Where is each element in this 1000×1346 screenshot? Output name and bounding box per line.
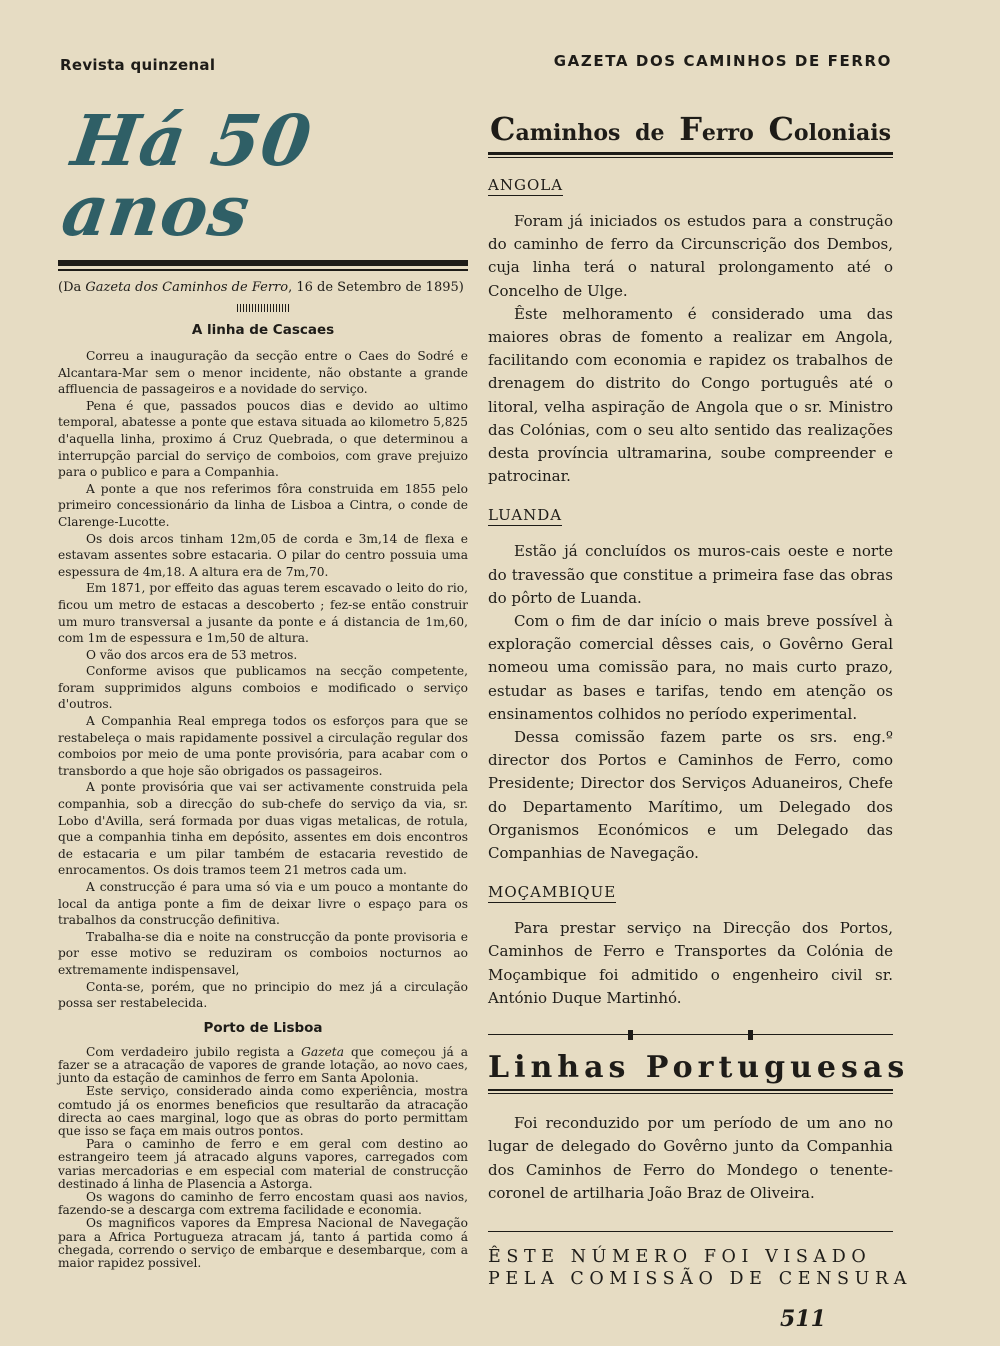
censorship-rule [488, 1231, 893, 1232]
article-paragraph: Com verdadeiro jubilo regista a Gazeta que começou já a fazer se a atracação de vapores de grande lotação, ao novo caes, junto da estação de caminhos de ferro em Santa Apolonia. [58, 1044, 468, 1086]
header-periodicity: Revista quinzenal [60, 56, 216, 74]
title-word: Caminhos [490, 110, 621, 148]
masthead-ha-50-anos: Há 50 anos [57, 99, 317, 252]
section-title-linha-cascaes: A linha de Cascaes [191, 322, 335, 338]
title-rule-thin [488, 1093, 893, 1094]
article-paragraph: Conta-se, porém, que no principio do mez já a circulação possa ser restabelecida. [58, 979, 468, 1011]
censorship-line: PELA COMISSÃO DE CENSURA [488, 1268, 912, 1289]
section-body-porto-lisboa [58, 1046, 468, 1270]
article-paragraph: Os dois arcos tinham 12m,05 de corda e 3m,14 de flexa e estavam assentes sobre estacaria. O pilar do centro possuia uma espessura de 4m,18. A altura era de 7m,70. [58, 531, 468, 579]
article-paragraph: Correu a inauguração da secção entre o Caes do Sodré e Alcantara-Mar sem o menor incidente, não obstante a grande affluencia de passageiros e a novidade do serviço. [58, 349, 468, 397]
article-paragraph: A ponte a que nos referimos fôra construida em 1855 pelo primeiro concessionário da linha de Lisboa a Cintra, o conde de Clarenge-Lucotte. [58, 481, 468, 529]
article-paragraph: A construcção é para uma só via e um pouco a montante do local da antiga ponte a fim de deixar livre o espaço para os trabalhos da construcção definitiva. [58, 880, 468, 928]
article-paragraph: A ponte provisória que vai ser activamente construida pela companhia, sob a direcção do sub-chefe do serviço da via, sr. Lobo d'Avilla, será formada por duas vigas metalicas, de rotula, que a companhia tinha em depósito, assentes em dois encontros de estacaria e um pilar também de estacaria revestido de enrocamentos. Os dois tramos teem 21 metros cada um. [58, 780, 468, 878]
article-paragraph: Estão já concluídos os muros-cais oeste e norte do travessão que constitue a primeira fase das obras do pôrto de Luanda. [488, 542, 893, 607]
article-paragraph: A Companhia Real emprega todos os esforços para que se restabeleça o mais rapidamente possivel a circulação regular dos comboios por meio de uma ponte provisória, para acabar com o transbordo a que hoje são obrigados os passageiros. [58, 714, 468, 778]
subheading-luanda: LUANDA [488, 506, 563, 525]
section-title-linhas-portuguesas: Linhas Portuguesas [488, 1050, 910, 1086]
article-paragraph: Em 1871, por effeito das aguas terem escavado o leito do rio, ficou um metro de estacas a descoberto ; fez-se então construir um muro transversal a jusante da ponte e á distancia de 1m,60, com 1m de espessura e 1m,50 de altura. [58, 581, 468, 646]
right-column [488, 110, 912, 1290]
article-paragraph: Dessa comissão fazem parte os srs. eng.º director dos Portos e Caminhos de Ferro, como Presidente; Director dos Serviços Aduaneiros, Chefe do Departamento Marítimo, um Delegado dos Organismos Económicos e um Delegado das Companhias de Navegação. [488, 728, 893, 863]
title-rule [488, 152, 893, 155]
censorship-line: ÊSTE NÚMERO FOI VISADO [488, 1246, 872, 1267]
censorship-notice [488, 1246, 912, 1290]
page-number: 511 [780, 1306, 826, 1332]
article-paragraph: Os magnificos vapores da Empresa Nacional de Navegação para a Africa Portugueza atracam já, tanto á partida como á chegada, correndo o serviço de embarque e desembarque, com a maior rapidez possivel. [58, 1216, 468, 1270]
header-publication-title: GAZETA DOS CAMINHOS DE FERRO [553, 52, 892, 70]
article-paragraph: Foi reconduzido por um período de um ano no lugar de delegado do Govêrno junto da Companhia dos Caminhos de Ferro do Mondego o tenente-coronel de artilharia João Braz de Oliveira. [488, 1114, 893, 1202]
article-paragraph: Trabalha-se dia e noite na construcção da ponte provisoria e por esse motivo se reduziram os comboios nocturnos ao extremamente indispensavel, [58, 929, 468, 977]
section-title-porto-lisboa: Porto de Lisboa [203, 1019, 323, 1036]
article-paragraph: Foram já iniciados os estudos para a construção do caminho de ferro da Circunscrição dos Dembos, cuja linha terá o natural prolongamento até o Concelho de Ulge. [488, 212, 893, 300]
section-title-caminhos-ferro-coloniais [488, 110, 893, 148]
article-paragraph: Êste melhoramento é considerado uma das maiores obras de fomento a realizar em Angola, facilitando com economia e rapidez os trabalhos de drenagem do distrito do Congo português até o litoral, velha aspiração de Angola que o sr. Ministro das Colónias, com o seu alto sentido das realizações desta província ultramarina, soube compreender e patrocinar. [488, 304, 893, 486]
left-column [58, 100, 468, 1270]
source-gazette-title: Gazeta dos Caminhos de Ferro [85, 280, 289, 295]
article-paragraph: Para prestar serviço na Direcção dos Portos, Caminhos de Ferro e Transportes da Colónia de Moçambique foi admitido o engenheiro civil sr. António Duque Martinhó. [488, 919, 893, 1007]
article-paragraph: Para o caminho de ferro e em geral com destino ao estrangeiro teem já atracado alguns vapores, carregados com varias mercadorias e em especial com material de construcção destinado á linha de Plasencia a Astorga. [58, 1137, 468, 1191]
masthead-rule [58, 260, 468, 266]
masthead-rule-thin [58, 269, 468, 271]
title-word: Ferro [679, 110, 754, 148]
title-word: de [635, 120, 665, 146]
article-paragraph: O vão dos arcos era de 53 metros. [86, 647, 298, 662]
subheading-angola: ANGOLA [488, 176, 564, 194]
section-divider [488, 1030, 893, 1040]
section-body-linha-cascaes [58, 348, 468, 1012]
article-paragraph: Este serviço, considerado ainda como experiência, mostra comtudo já os enormes beneficios que resultarão da atracação directa ao caes marginal, logo que as obras do porto permittam que isso se faça em mais outros pontos. [58, 1084, 468, 1138]
source-citation: (Da Gazeta dos Caminhos de Ferro, 16 de Setembro de 1895) [58, 280, 464, 295]
title-rule [488, 1089, 893, 1091]
title-rule-thin [488, 157, 893, 158]
article-paragraph: Os wagons do caminho de ferro encostam quasi aos navios, fazendo-se a descarga com extrema facilidade e economia. [58, 1189, 468, 1218]
article-paragraph: Conforme avisos que publicamos na secção competente, foram supprimidos alguns comboios e modificado o serviço d'outros. [58, 664, 468, 712]
ornament [237, 304, 289, 312]
title-word: Coloniais [768, 110, 891, 148]
article-paragraph: Pena é que, passados poucos dias e devido ao ultimo temporal, abatesse a ponte que estava situada ao kilometro 5,825 d'aquella linha, proximo á Cruz Quebrada, o que determinou a interrupção parcial do serviço de comboios, com grave prejuizo para o publico e para a Companhia. [58, 398, 468, 480]
subheading-mocambique: MOÇAMBIQUE [488, 883, 617, 902]
article-paragraph: Com o fim de dar início o mais breve possível à exploração comercial dêsses cais, o Govêrno Geral nomeou uma comissão para, no mais curto prazo, estudar as bases e tarifas, tendo em atenção os ensinamentos colhidos no período experimental. [488, 612, 893, 723]
